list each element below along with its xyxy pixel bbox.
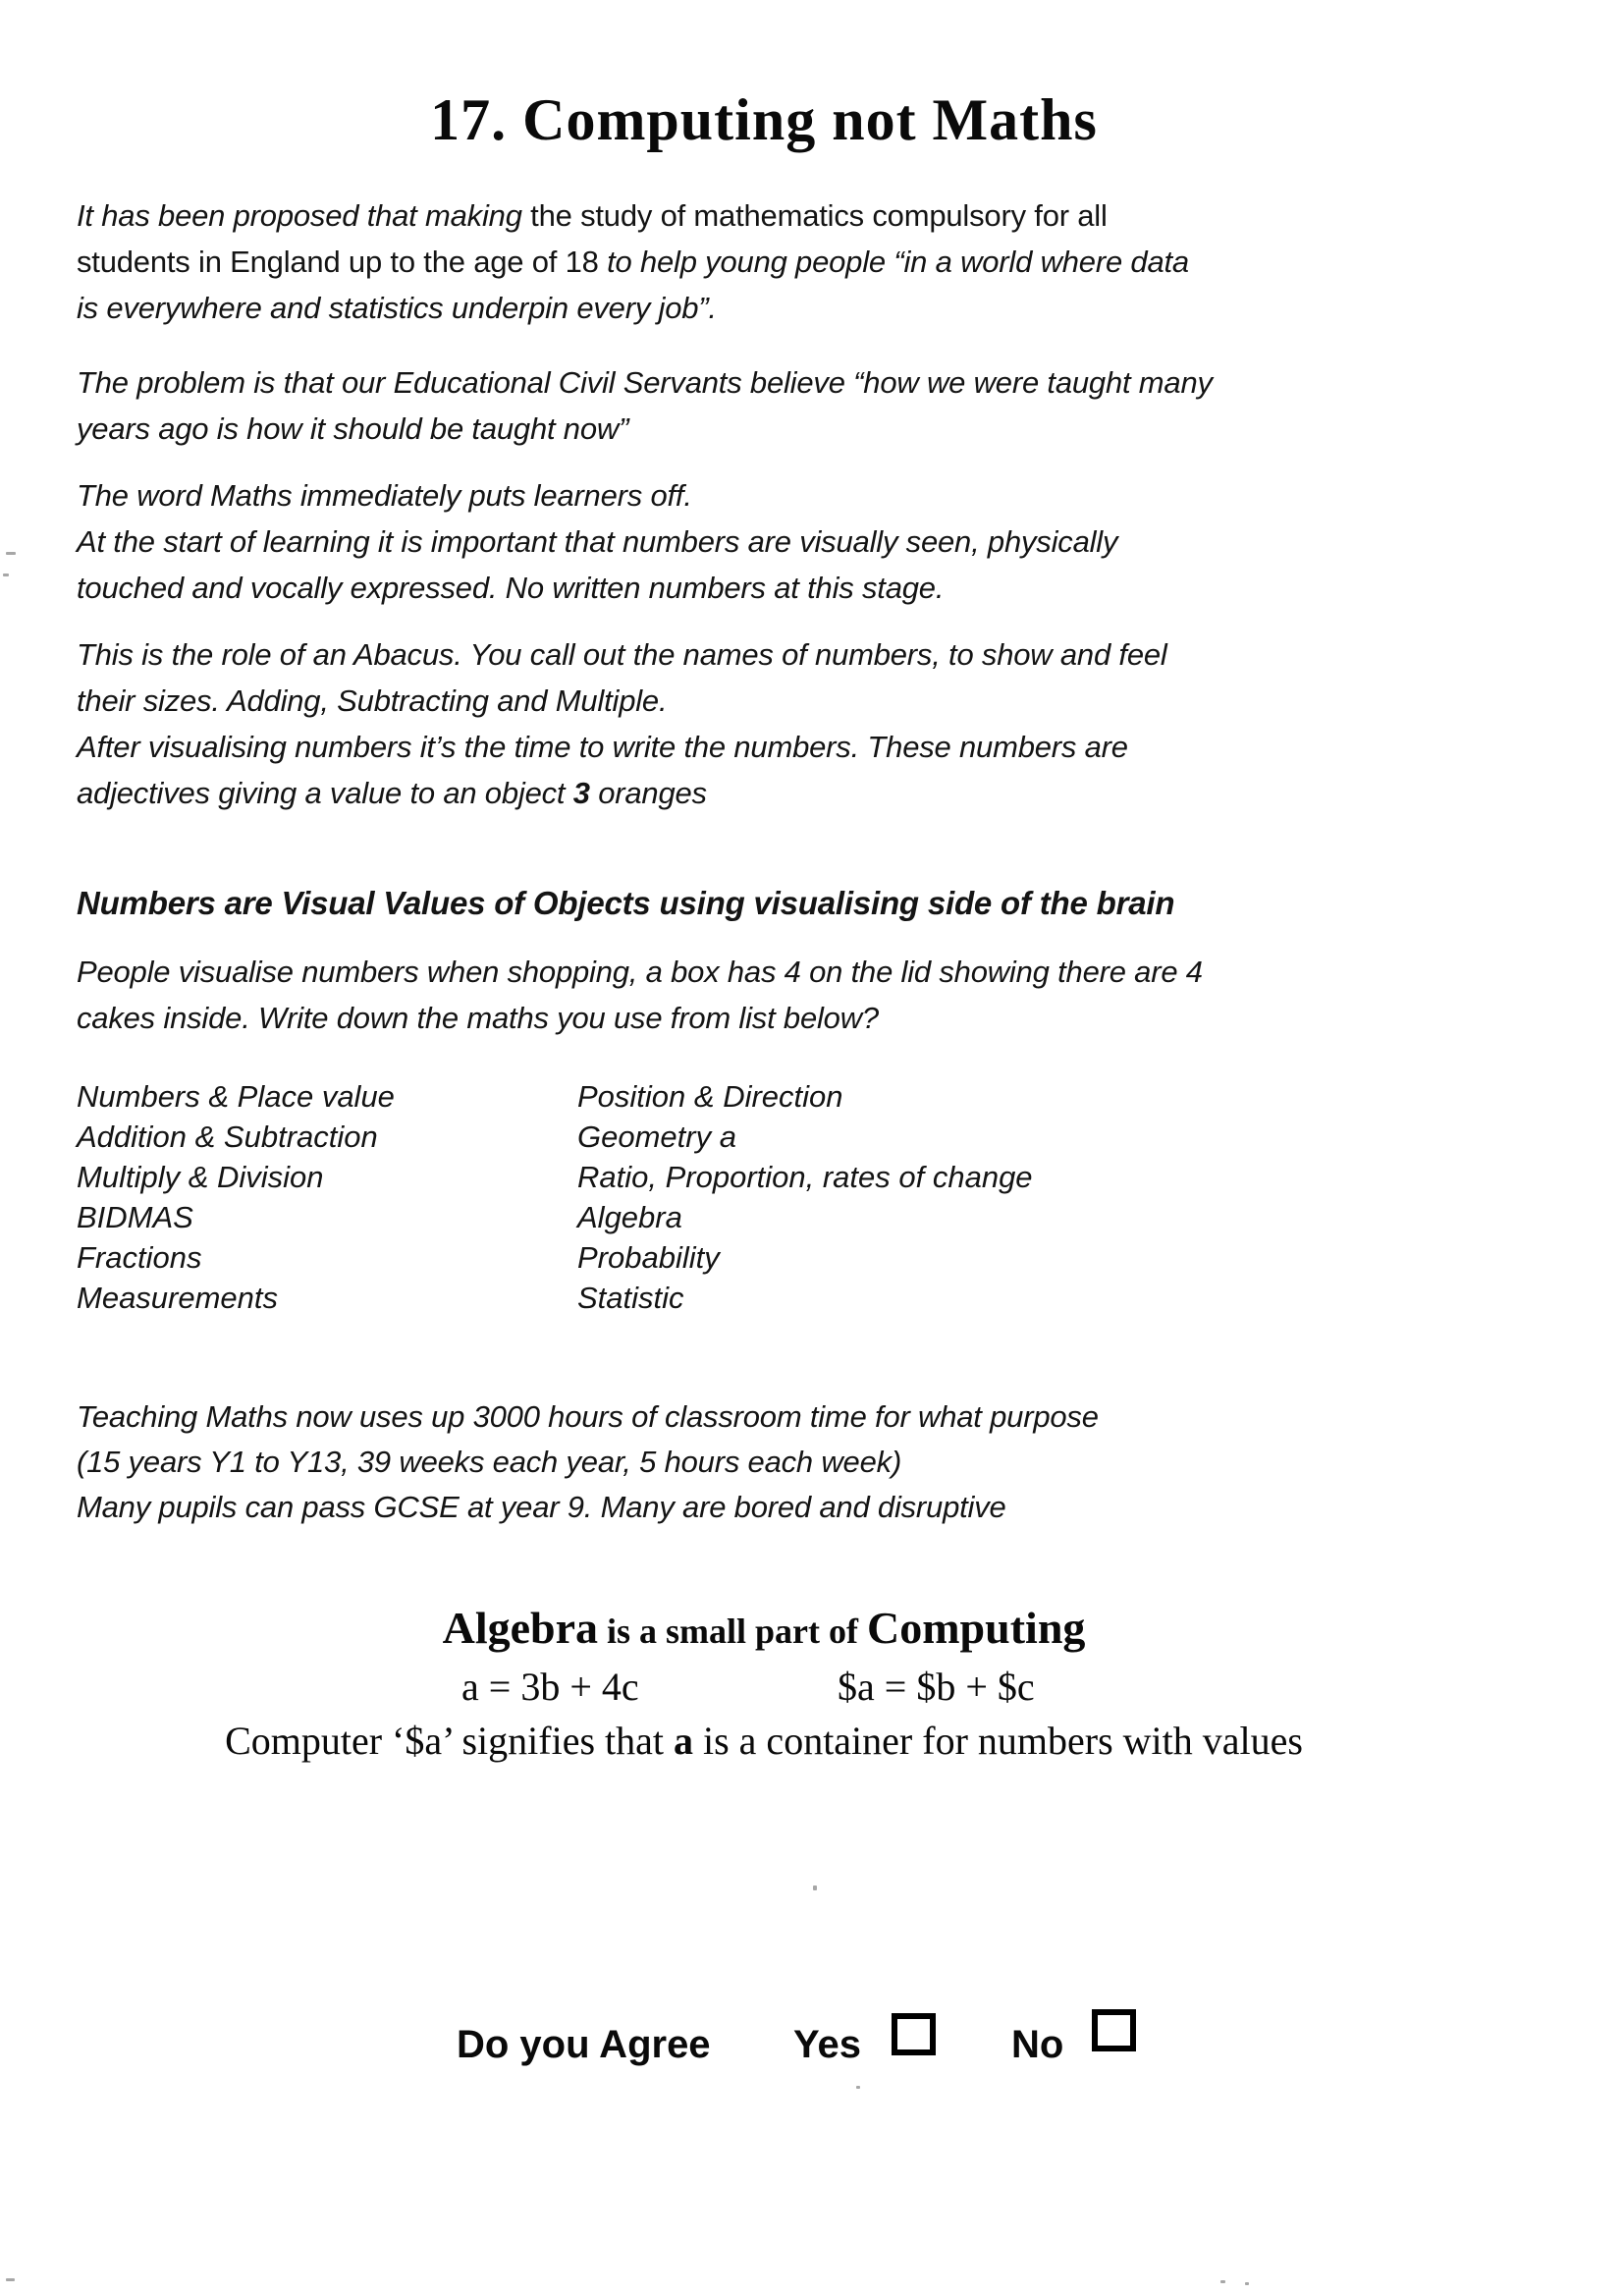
maths-topics-right-column (577, 1076, 1033, 1318)
list-item: Probability (577, 1240, 720, 1275)
paragraph-line (77, 192, 1471, 239)
equations-row (77, 1664, 1451, 1719)
text-run-bold: 3 (572, 776, 590, 810)
computer-note (77, 1717, 1451, 1766)
list-item: Algebra (577, 1200, 682, 1234)
scan-speck (1245, 2282, 1249, 2285)
text-run-bold: a (674, 1719, 693, 1763)
agree-section (77, 2011, 1451, 2090)
scan-speck (3, 574, 9, 576)
text-run: students in England up to the age of 18 (77, 245, 608, 279)
page-title: 17. Computing not Maths (430, 87, 1098, 152)
scan-speck (813, 1885, 817, 1890)
paragraph-abacus (77, 631, 1471, 816)
text-run: is everywhere and statistics underpin every job”. (77, 291, 717, 325)
list-item: Position & Direction (577, 1079, 843, 1114)
paragraph-line: The problem is that our Educational Civil Servants believe “how we were taught many (77, 365, 1213, 400)
text-run: is a container for numbers with values (693, 1719, 1303, 1763)
list-item: Fractions (77, 1240, 202, 1275)
yes-checkbox[interactable] (892, 2013, 936, 2055)
paragraph-line (77, 770, 1471, 816)
maths-topics-left-column (77, 1076, 395, 1318)
text-run: It has been proposed that making (77, 198, 531, 233)
paragraph-line: Many pupils can pass GCSE at year 9. Many are bored and disruptive (77, 1490, 1006, 1524)
paragraph-line: Teaching Maths now uses up 3000 hours of classroom time for what purpose (77, 1399, 1099, 1434)
list-item: Ratio, Proportion, rates of change (577, 1160, 1033, 1194)
paragraph-word-maths (77, 472, 1471, 611)
algebra-word: Algebra (442, 1603, 599, 1653)
paragraph-line: touched and vocally expressed. No written numbers at this stage. (77, 571, 945, 605)
text-run: to help young people “in a world where data (607, 245, 1189, 279)
section-heading: Numbers are Visual Values of Objects using visualising side of the brain (77, 885, 1175, 921)
list-item: BIDMAS (77, 1200, 193, 1234)
list-item: Addition & Subtraction (77, 1120, 378, 1154)
list-item: Numbers & Place value (77, 1079, 395, 1114)
maths-equation: a = 3b + 4c (461, 1665, 639, 1709)
paragraph-line (77, 239, 1471, 285)
paragraph-line (77, 285, 1471, 331)
yes-label: Yes (793, 2023, 861, 2066)
scan-speck (856, 2086, 860, 2089)
paragraph-line: At the start of learning it is important that numbers are visually seen, physically (77, 524, 1118, 559)
list-item: Statistic (577, 1281, 684, 1315)
algebra-heading (77, 1601, 1451, 1655)
computing-word: Computing (867, 1603, 1086, 1653)
paragraph-line: This is the role of an Abacus. You call out the names of numbers, to show and feel (77, 637, 1167, 672)
text-run: Computer ‘$a’ signifies that (225, 1719, 674, 1763)
no-label: No (1011, 2023, 1064, 2066)
paragraph-teaching-hours (77, 1394, 1471, 1530)
paragraph-line: People visualise numbers when shopping, a box has 4 on the lid showing there are 4 (77, 955, 1203, 989)
no-checkbox[interactable] (1092, 2009, 1136, 2051)
paragraph-line: The word Maths immediately puts learners off. (77, 478, 692, 513)
agree-question: Do you Agree (457, 2023, 711, 2066)
list-item: Geometry a (577, 1120, 736, 1154)
scan-speck (6, 2278, 15, 2281)
paragraph-line: their sizes. Adding, Subtracting and Multiple. (77, 683, 668, 718)
text-run: is a small part of (598, 1612, 868, 1651)
paragraph-line: cakes inside. Write down the maths you use from list below? (77, 1001, 879, 1035)
paragraph-problem (77, 359, 1471, 452)
paragraph-line: (15 years Y1 to Y13, 39 weeks each year, 5 hours each week) (77, 1445, 902, 1479)
computing-equation: $a = $b + $c (838, 1665, 1035, 1709)
scan-speck (6, 552, 16, 555)
scan-speck (1220, 2280, 1225, 2283)
list-item: Multiply & Division (77, 1160, 324, 1194)
text-run: the study of mathematics compulsory for all (530, 198, 1108, 233)
paragraph-line: After visualising numbers it’s the time to write the numbers. These numbers are (77, 730, 1128, 764)
text-run: oranges (589, 776, 707, 810)
paragraph-proposal (77, 192, 1471, 331)
text-run: adjectives giving a value to an object (77, 776, 573, 810)
list-item: Measurements (77, 1281, 279, 1315)
paragraph-line: years ago is how it should be taught now” (77, 411, 629, 446)
paragraph-shopping (77, 949, 1471, 1041)
